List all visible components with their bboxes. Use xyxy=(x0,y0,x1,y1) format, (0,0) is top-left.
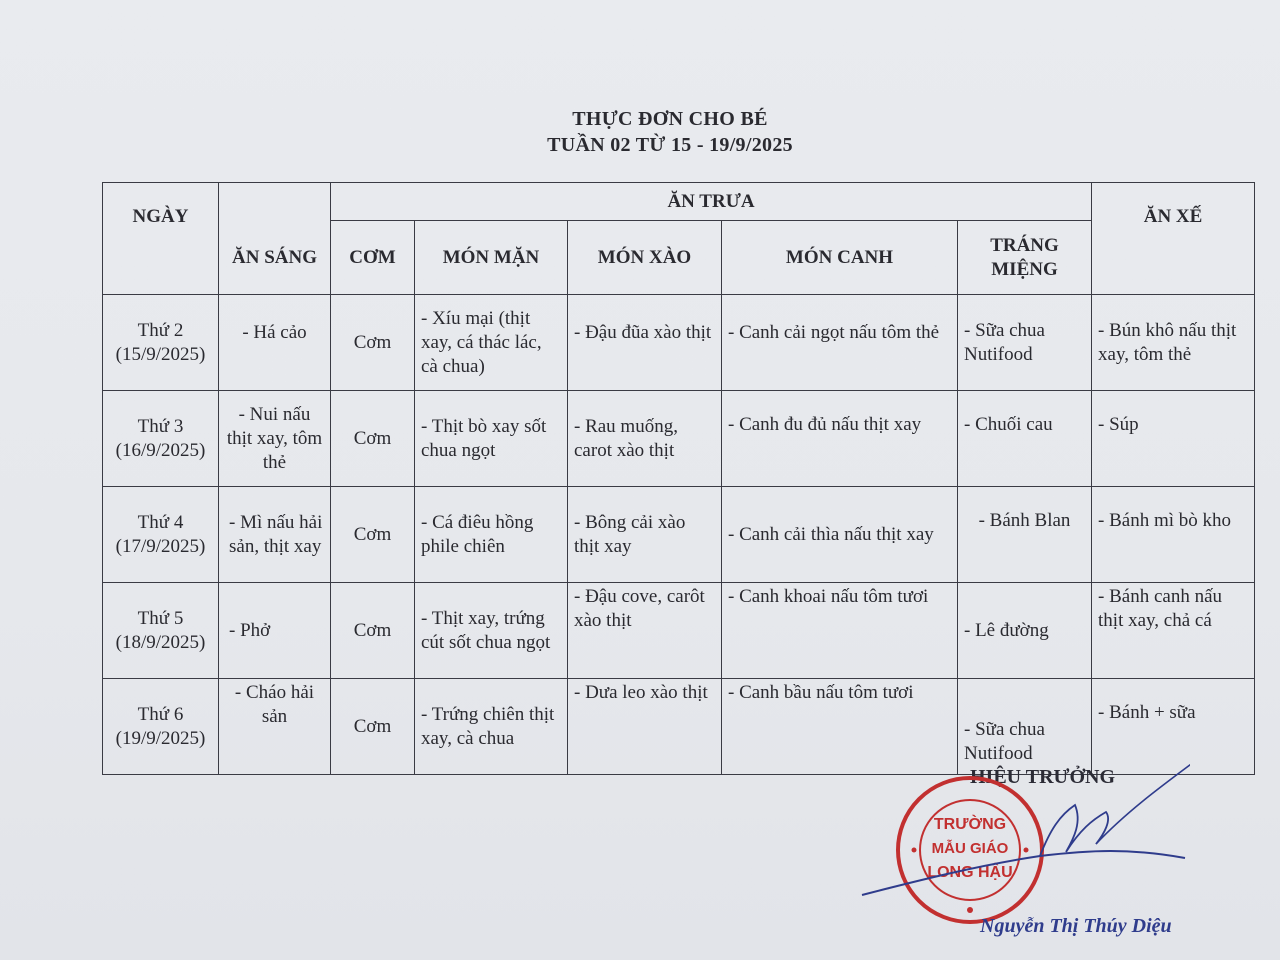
mon-canh-cell: - Canh cải ngọt nấu tôm thẻ xyxy=(722,295,958,391)
mon-xao-cell: - Dưa leo xào thịt xyxy=(568,679,722,775)
menu-table xyxy=(102,182,1255,775)
principal-label: HIỆU TRƯỞNG xyxy=(970,766,1116,788)
an-xe-cell: - Bánh canh nấu thịt xay, chả cá xyxy=(1092,583,1255,679)
rice-cell: Cơm xyxy=(331,679,415,775)
mon-xao-cell: - Đậu đũa xào thịt xyxy=(568,295,722,391)
table-row xyxy=(103,295,1255,391)
trang-mieng-cell: - Sữa chua Nutifood xyxy=(958,679,1092,775)
header-an-trua: ĂN TRƯA xyxy=(331,183,1092,221)
mon-canh-cell: - Canh cải thìa nấu thịt xay xyxy=(722,487,958,583)
document-title: THỰC ĐƠN CHO BÉ xyxy=(572,108,768,130)
breakfast-cell: - Há cảo xyxy=(219,295,331,391)
an-xe-cell: - Bánh + sữa xyxy=(1092,679,1255,775)
date-label: (15/9/2025) xyxy=(115,343,206,365)
mon-man-cell: - Thịt xay, trứng cút sốt chua ngọt xyxy=(415,583,568,679)
mon-man-cell: - Cá điêu hồng phile chiên xyxy=(415,487,568,583)
header-ngay: NGÀY xyxy=(103,183,219,295)
an-xe-cell: - Bún khô nấu thịt xay, tôm thẻ xyxy=(1092,295,1255,391)
trang-mieng-cell: - Sữa chua Nutifood xyxy=(958,295,1092,391)
date-label: (17/9/2025) xyxy=(115,535,206,557)
stamp-text: MẪU GIÁO xyxy=(931,840,1009,857)
stamp-text: TRƯỜNG xyxy=(933,816,1007,833)
day-cell xyxy=(103,391,219,487)
day-label: Thứ 3 xyxy=(137,415,184,437)
date-label: (19/9/2025) xyxy=(115,727,206,749)
mon-canh-cell: - Canh khoai nấu tôm tươi xyxy=(722,583,958,679)
mon-canh-cell: - Canh bầu nấu tôm tươi xyxy=(722,679,958,775)
breakfast-cell: - Nui nấu thịt xay, tôm thẻ xyxy=(219,391,331,487)
rice-cell: Cơm xyxy=(331,487,415,583)
rice-cell: Cơm xyxy=(331,583,415,679)
day-cell xyxy=(103,487,219,583)
trang-mieng-cell: - Lê đường xyxy=(958,583,1092,679)
an-xe-cell: - Bánh mì bò kho xyxy=(1092,487,1255,583)
an-xe-cell: - Súp xyxy=(1092,391,1255,487)
header-mon-canh: MÓN CANH xyxy=(722,221,958,295)
header-mon-xao: MÓN XÀO xyxy=(568,221,722,295)
day-label: Thứ 4 xyxy=(137,511,184,533)
header-an-sang: ĂN SÁNG xyxy=(219,183,331,295)
date-label: (16/9/2025) xyxy=(115,439,206,461)
day-cell xyxy=(103,679,219,775)
day-cell xyxy=(103,583,219,679)
mon-xao-cell: - Rau muống, carot xào thịt xyxy=(568,391,722,487)
header-trang-mieng: TRÁNG MIỆNG xyxy=(958,221,1092,295)
document-subtitle: TUẦN 02 TỪ 15 - 19/9/2025 xyxy=(547,134,793,156)
rice-cell: Cơm xyxy=(331,391,415,487)
mon-canh-cell: - Canh đu đủ nấu thịt xay xyxy=(722,391,958,487)
header-mon-man: MÓN MẶN xyxy=(415,221,568,295)
day-label: Thứ 2 xyxy=(137,319,184,341)
breakfast-cell: - Phở xyxy=(219,583,331,679)
mon-xao-cell: - Bông cải xào thịt xay xyxy=(568,487,722,583)
table-row xyxy=(103,583,1255,679)
day-label: Thứ 6 xyxy=(137,703,184,725)
day-label: Thứ 5 xyxy=(137,607,184,629)
mon-man-cell: - Thịt bò xay sốt chua ngọt xyxy=(415,391,568,487)
header-an-xe: ĂN XẾ xyxy=(1092,183,1255,295)
principal-name: Nguyễn Thị Thúy Diệu xyxy=(980,915,1172,937)
date-label: (18/9/2025) xyxy=(115,631,206,653)
mon-xao-cell: - Đậu cove, carôt xào thịt xyxy=(568,583,722,679)
signature-block xyxy=(860,760,1180,960)
rice-cell: Cơm xyxy=(331,295,415,391)
breakfast-cell: - Mì nấu hải sản, thịt xay xyxy=(219,487,331,583)
breakfast-cell: - Cháo hải sản xyxy=(219,679,331,775)
header-com: CƠM xyxy=(331,221,415,295)
stamp-text: LONG HẬU xyxy=(927,864,1013,881)
trang-mieng-cell: - Bánh Blan xyxy=(958,487,1092,583)
mon-man-cell: - Xíu mại (thịt xay, cá thác lác, cà chua) xyxy=(415,295,568,391)
table-row xyxy=(103,391,1255,487)
mon-man-cell: - Trứng chiên thịt xay, cà chua xyxy=(415,679,568,775)
table-row xyxy=(103,487,1255,583)
day-cell xyxy=(103,295,219,391)
trang-mieng-cell: - Chuối cau xyxy=(958,391,1092,487)
